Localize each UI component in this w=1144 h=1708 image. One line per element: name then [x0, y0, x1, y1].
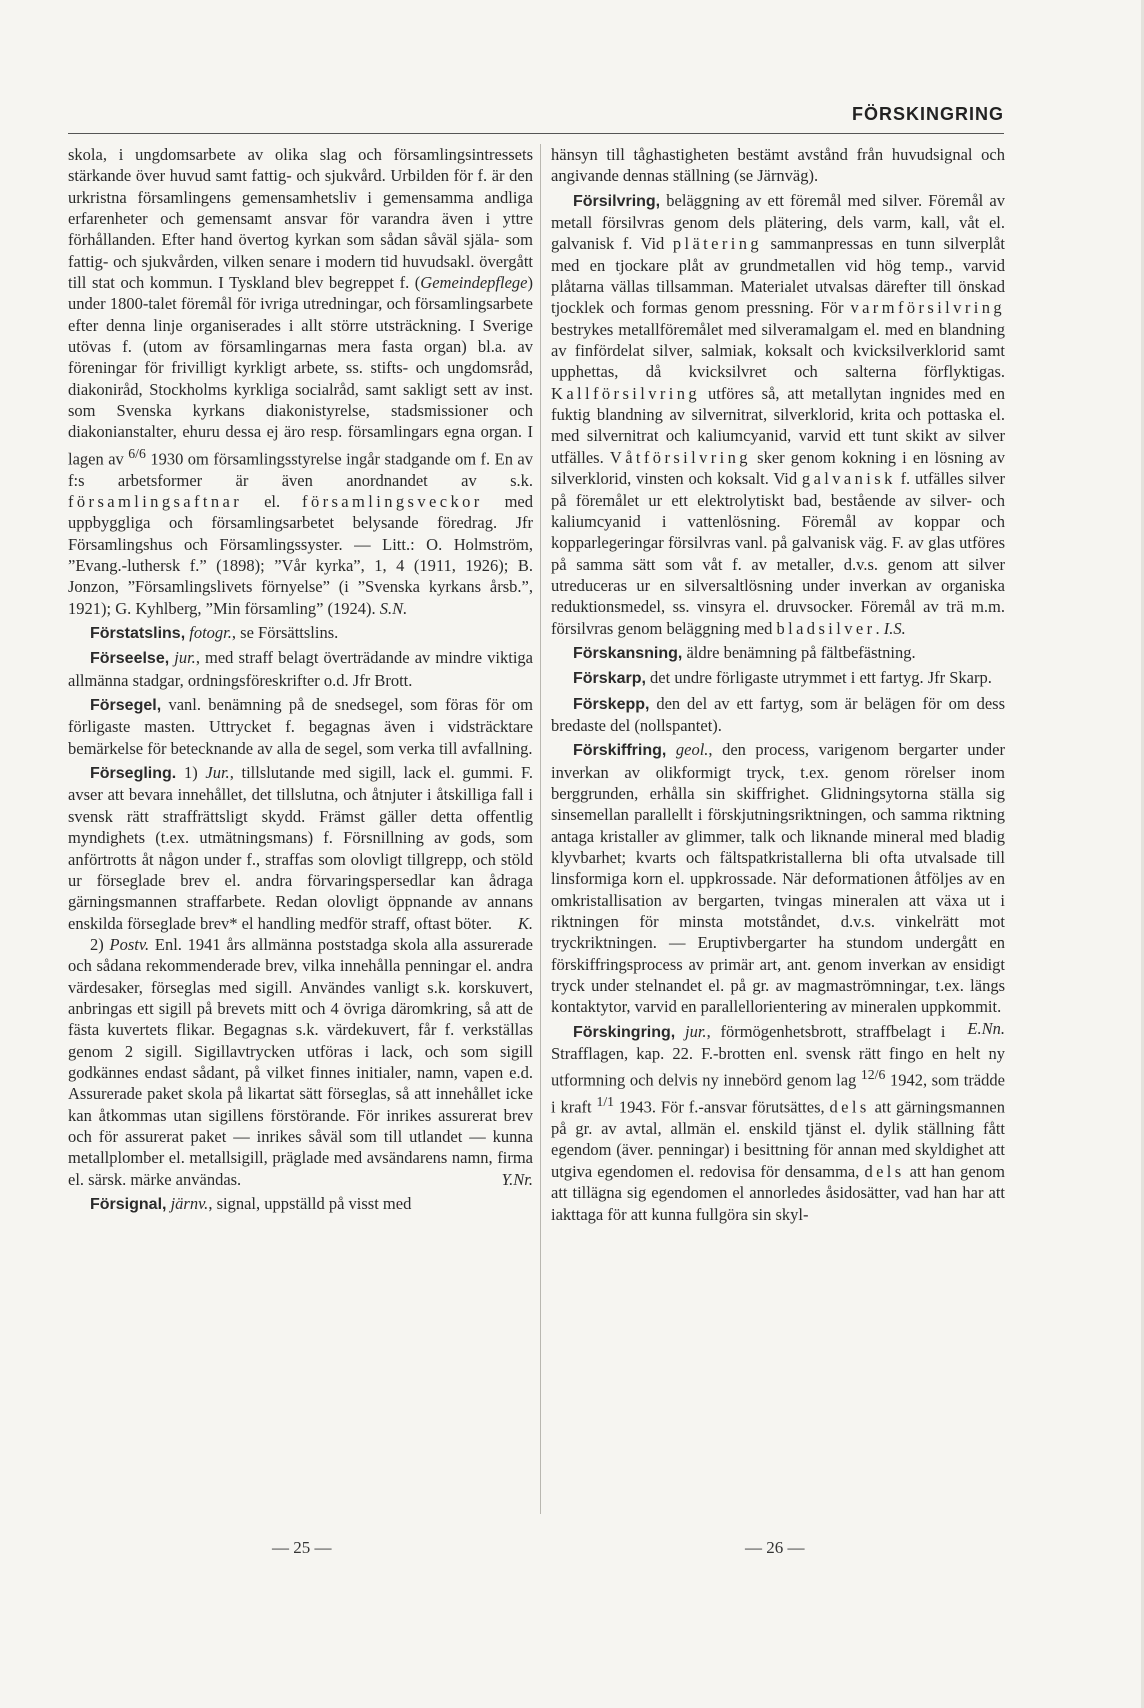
entry-forsamlingsvard-continuation: skola, i ungdomsarbete av olika slag och församlingsintressets stärkande över huvud samt fattig- och sjukvård. Urbilden för f. är den urkristna församlingens gemensamhetsliv i gemensamma andliga erfarenheter och gemensamt ansvar för varandra även i yttre förhållanden. Efter hand övertog kyrkan som sådan såväl själa- som fattig- och sjukvården, vilken senare i modern tid huvudsakl. övergått till stat och kommun. I Tyskland blev begreppet f. (Gemeindepflege) under 1800-talet föremål för ivriga utredningar, och församlingsarbete efter denna linje organiserades i allt större utsträckning. I Sverige utövas f. (utom av församlingarnas mera fasta organ) bl.a. av föreningar för frivilligt kyrkligt arbete, ss. stifts- och ungdomsråd, diakoniråd, Stockholms kyrkliga socialråd, samt sakligt sett av inst. som Svenska kyrkans diakonistyrelse, stadsmissioner och diakonianstalter, ehuru dessa ej äro resp. församlingars egna organ. I lagen av $^{6/6}$ 1930 om församlingsstyrelse ingår stadgande om f. En av f:s arbetsformer är även anordnandet av s.k. församlingsaftnar el. församlingsveckor med uppbyggliga och församlingsarbetet belysande föredrag. Jfr Församlingshus och Församlingssyster. — Litt.: O. Holmström, ”Evang.-luthersk f.” (1898); ”Vår kyrka”, 1, 4 (1911, 1926); B. Jonzon, ”Församlingslivets förnyelse” (i ”Svenska kyrkans årsb.”, 1921); G. Kyhlberg, ”Min församling” (1924). S.N. [68, 145, 533, 618]
signature: K. [517, 913, 533, 933]
headword: Försegling. [90, 765, 177, 783]
headword: Förskansning, [573, 644, 683, 662]
page-number-right: — 26 — [745, 1538, 805, 1557]
entry-forsegling-postv: 2) Postv. Enl. 1941 års allmänna poststadga skola alla assurerade och sådana rekommenderade brev, vilka innehålla penningar el. andra värdesaker, förseglas med sigill. Användes vanligt s.k. korskuvert, anbringas ett sigill på brevets mitt och 4 övriga däromkring, så att de fästa kuvertets flikar. Begagnas s.k. värdekuvert, får f. verkställas genom 2 sigill. Sigillavtrycken utföras i lack, och som sigill godkännes endast sådant, på vilket finnes initialer, namn, vapen e.d. Assurerade paket skola på likartat sätt förseglas, så att innehållet icke kan åtkommas utan sigillens förstörande. För inrikes assurerat brev och för assurerat paket — inrikes såväl som till utlandet — kunna metallplomber el. metallsigill, präglade med avsändarens namn, firma el. särsk. märke användas. Y.Nr. [68, 934, 533, 1189]
entry-forskarp: Förskarp, det undre förligaste utrymmet i ett fartyg. Jfr Skarp. [573, 668, 992, 688]
headword: Förseelse, [90, 650, 170, 668]
headword: Förskepp, [573, 695, 650, 713]
signature: E.Nn. [967, 1018, 1005, 1038]
entry-forsilvring: Försilvring, beläggning av ett föremål med silver. Föremål av metall försilvras genom dels plätering, dels varm, kall, våt el. galvanisk f. Vid plätering sammanpressas en tunn silverplåt med en tjockare plåt av grundmetallen vid hög temp., varvid plåtarna vällas tillsamman. Materialet utvalsas därefter till önskad tjocklek och formas genom pressning. För varmförsilvring bestrykes metallföremålet med silveramalgam el. med en blandning av finfördelat silver, salmiak, koksalt och kvicksilverklorid samt upphettas, då kvicksilvret och salterna förflyktigas. Kallförsilvring utföres så, att metallytan ingnides med en fuktig blandning av silvernitrat, silverklorid, krita och pottaska el. med silvernitrat och kaliumcyanid, varvid ett tunt skikt av silver utfälles. Våtförsilvring sker genom kokning i en lösning av silverklorid, vinsten och koksalt. Vid galvanisk f. utfälles silver på föremålet ur ett elektrolytiskt bad, bestående av silver- och kaliumcyanid i vattenlösning. Föremål av koppar och kopparlegeringar försilvras vanl. på galvanisk väg. F. av glas utföres på samma sätt som våt f. av metaller, d.v.s. genom att silver utreduceras ur en silversaltlösning under inverkan av organiska reduktionsmedel, ss. vinsyra el. druvsocker. Föremål av trä m.m. försilvras genom beläggning med bladsilver. I.S. [551, 190, 1005, 638]
signature: S.N. [379, 598, 408, 618]
entry-forseelse: Förseelse, jur., med straff belagt överträdande av mindre viktiga allmänna stadgar, ordningsföreskrifter o.d. Jfr Brott. [68, 648, 534, 690]
headword: Försilvring, [573, 192, 661, 210]
entry-forskepp: Förskepp, den del av ett fartyg, som är belägen för om dess bredaste del (nollspantet). [551, 693, 1005, 735]
header-rule [68, 133, 1004, 134]
headword: Försignal, [90, 1196, 167, 1213]
entry-forskansning: Förskansning, äldre benämning på fältbefästning. [573, 642, 916, 662]
headword: Förskingring, [573, 1023, 676, 1041]
headword: Försegel, [90, 697, 162, 715]
entry-forsatslins: Förstatslins, fotogr., se Försättslins. [90, 623, 339, 643]
running-head: FÖRSKINGRING [851, 104, 1004, 124]
entry-forsegel: Försegel, vanl. benämning på de snedsegel, som föras för om förligaste masten. Uttrycket f. begagnas även i vidsträcktare bemärkelse för betecknande av alla de segel, som verka till avfallning. [68, 695, 533, 758]
headword: Förskiffring, [573, 742, 667, 760]
right-column [551, 144, 1005, 1225]
entry-forsegling: Försegling. 1) Jur., tillslutande med sigill, lack el. gummi. F. avser att bevara innehållet, det tillslutna, och åtnjuter i åtskilliga fall i svensk rätt straffrättsligt skydd. Främst gäller detta offentlig myndighets (t.ex. utmätningsmans) f. Försnillning av gods, som anförtrotts åt någon under f., straffas som olovligt tillgrepp, och stöld ur förseglade brev el. andra förvaringspersedlar kan ådraga gärningsmannen straffarbete. Redan olovligt öppnande av annans enskilda förseglade brev* el handling medför straff, oftast böter. K. [68, 763, 533, 933]
column-divider [540, 144, 541, 1514]
entry-forsignal: Försignal, järnv., signal, uppställd på visst med [90, 1194, 412, 1213]
page-number-left: — 25 — [272, 1538, 332, 1557]
left-column [68, 144, 533, 1215]
signature: Y.Nr. [501, 1169, 533, 1189]
signature: I.S. [883, 618, 906, 638]
headword: Förstatslins, [90, 625, 186, 643]
entry-forskingring: Förskingring, jur., förmögenhetsbrott, straffbelagt i Strafflagen, kap. 22. F.-brotten enl. svensk rätt fingo en helt ny utformning och delvis ny innebörd genom lag $^{12/6}$ 1942, som trädde i kraft $^{1/1}$ 1943. För f.-ansvar förutsättes, dels att gärningsmannen på gr. av avtal, allmän el. enskild tjänst el. dylik ställning fått egendom (äver. penningar) i besittning för annan med skyldighet att utgiva egendomen el. redovisa för densamma, dels att han genom att tillägna sig egendomen el annorledes åsidosätter, vad han har att iakttaga för att kunna fullgöra sin skyl- [551, 1021, 1005, 1224]
entry-forsignal-continuation: hänsyn till tåghastigheten bestämt avstånd från huvudsignal och angivande dennas ställning (se Järnväg). [551, 145, 1005, 186]
entry-forskiffring: Förskiffring, geol., den process, varigenom bergarter under inverkan av olikformigt tryck, t.ex. genom rörelser inom berggrunden, erhålla sin skiffrighet. Glidningsytorna ställa sig sinsemellan parallellt i förskjutningsriktningen, och samma riktning antaga kristaller av glimmer, talk och liknande mineral med bladig klyvbarhet; kvarts och fältspatkristallerna bli ofta utvalsade till linsformiga korn el. uppkrossade. När deformationen åtföljes av en omkristallisation av bergarten, tvingas mineralen att växa ut i riktningen för minsta motståndet, d.v.s. vinkelrätt mot tryckriktningen. — Eruptivbergarter ha stundom undergått en förskiffringsprocess av primär art, ant. genom inverkan av ensidigt tryck under stelnandet el. på gr. av magmaströmningar, t.ex. längs kontaktytor, varvid en parallellorientering av mineralen uppkommit. E.Nn. [551, 740, 1005, 1038]
headword: Förskarp, [573, 670, 646, 688]
